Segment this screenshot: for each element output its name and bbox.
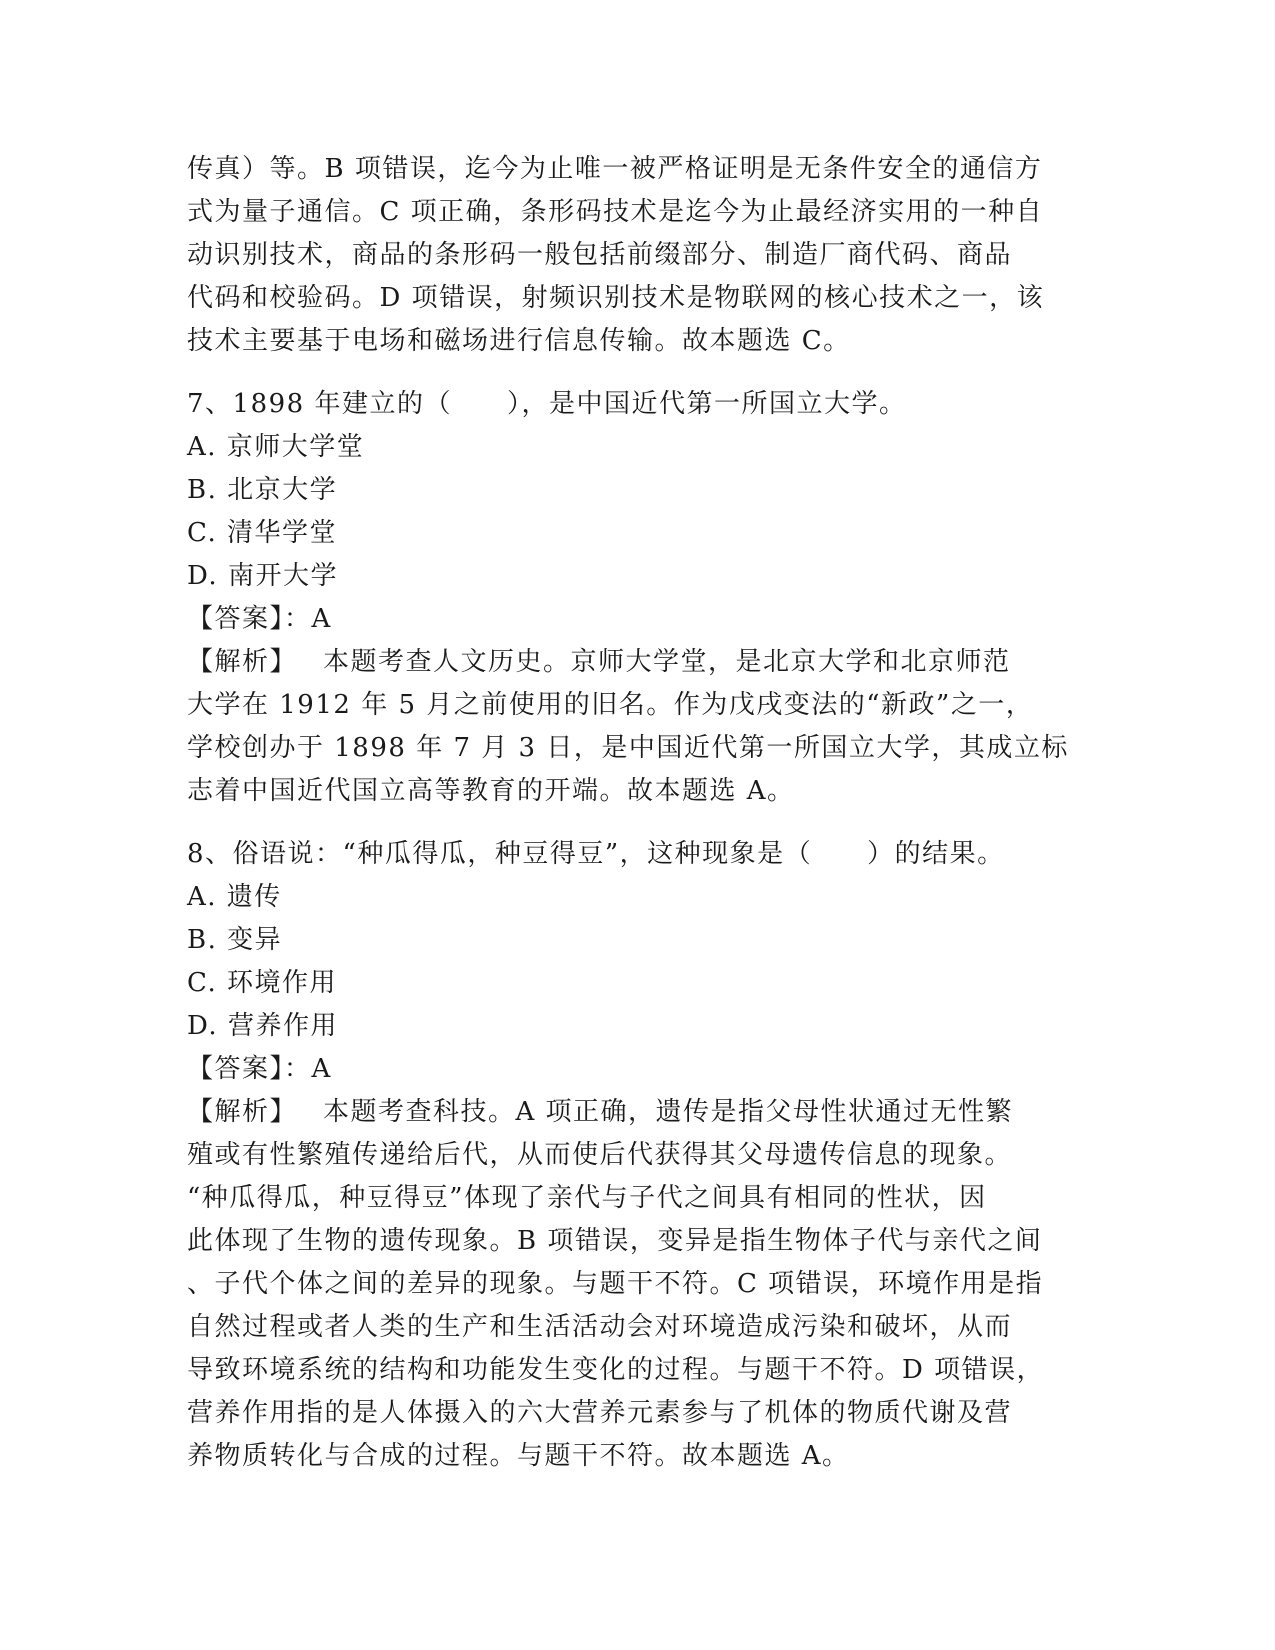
explanation (187, 1091, 1087, 1478)
explanation-label: 【解析】 (187, 647, 298, 677)
explanation-text: 本题考查科技。A 项正确，遗传是指父母性状通过无性繁 (323, 1097, 1014, 1127)
option-a: A. 遗传 (187, 882, 282, 912)
explanation-line: 学校创办于 1898 年 7 月 3 日，是中国近代第一所国立大学，其成立标 (187, 733, 1069, 763)
intro-line: 技术主要基于电场和磁场进行信息传输。故本题选 C。 (187, 326, 851, 356)
option-a: A. 京师大学堂 (187, 432, 365, 462)
explanation-first-line (187, 1091, 1087, 1134)
explanation-line: 养物质转化与合成的过程。与题干不符。故本题选 A。 (187, 1441, 850, 1471)
option-c: C. 环境作用 (187, 968, 337, 998)
explanation-line: “种瓜得瓜，种豆得豆”体现了亲代与子代之间具有相同的性状，因 (187, 1183, 987, 1213)
question-7 (187, 383, 1087, 813)
intro-line: 式为量子通信。C 项正确，条形码技术是迄今为止最经济实用的一种自 (187, 197, 1044, 227)
document-content (187, 148, 1087, 1478)
explanation-line: 此体现了生物的遗传现象。B 项错误，变异是指生物体子代与亲代之间 (187, 1226, 1043, 1256)
explanation-line: 营养作用指的是人体摄入的六大营养元素参与了机体的物质代谢及营 (187, 1398, 1013, 1428)
intro-line: 传真）等。B 项错误，迄今为止唯一被严格证明是无条件安全的通信方 (187, 154, 1043, 184)
explanation-line: 导致环境系统的结构和功能发生变化的过程。与题干不符。D 项错误， (187, 1355, 1045, 1385)
explanation-text: 本题考查人文历史。京师大学堂，是北京大学和北京师范 (323, 647, 1011, 677)
option-d: D. 营养作用 (187, 1011, 338, 1041)
question-stem: 8、俗语说：“种瓜得瓜，种豆得豆”，这种现象是（ ）的结果。 (187, 839, 1005, 869)
answer-line: 【答案】：A (187, 604, 332, 634)
option-b: B. 变异 (187, 925, 283, 955)
explanation (187, 641, 1087, 813)
intro-line: 动识别技术，商品的条形码一般包括前缀部分、制造厂商代码、商品 (187, 240, 1013, 270)
intro-line: 代码和校验码。D 项错误，射频识别技术是物联网的核心技术之一，该 (187, 283, 1045, 313)
explanation-line: 大学在 1912 年 5 月之前使用的旧名。作为戊戌变法的“新政”之一， (187, 690, 1034, 720)
option-c: C. 清华学堂 (187, 518, 337, 548)
explanation-label: 【解析】 (187, 1097, 298, 1127)
option-b: B. 北京大学 (187, 475, 338, 505)
explanation-first-line (187, 641, 1087, 684)
question-stem: 7、1898 年建立的（ ），是中国近代第一所国立大学。 (187, 389, 907, 419)
explanation-line: 志着中国近代国立高等教育的开端。故本题选 A。 (187, 776, 795, 806)
answer-line: 【答案】：A (187, 1054, 332, 1084)
explanation-line: 殖或有性繁殖传递给后代，从而使后代获得其父母遗传信息的现象。 (187, 1140, 1013, 1170)
intro-paragraph (187, 148, 1087, 363)
question-8 (187, 833, 1087, 1478)
explanation-line: 自然过程或者人类的生产和生活活动会对环境造成污染和破坏，从而 (187, 1312, 1013, 1342)
explanation-line: 、子代个体之间的差异的现象。与题干不符。C 项错误，环境作用是指 (187, 1269, 1044, 1299)
option-d: D. 南开大学 (187, 561, 338, 591)
